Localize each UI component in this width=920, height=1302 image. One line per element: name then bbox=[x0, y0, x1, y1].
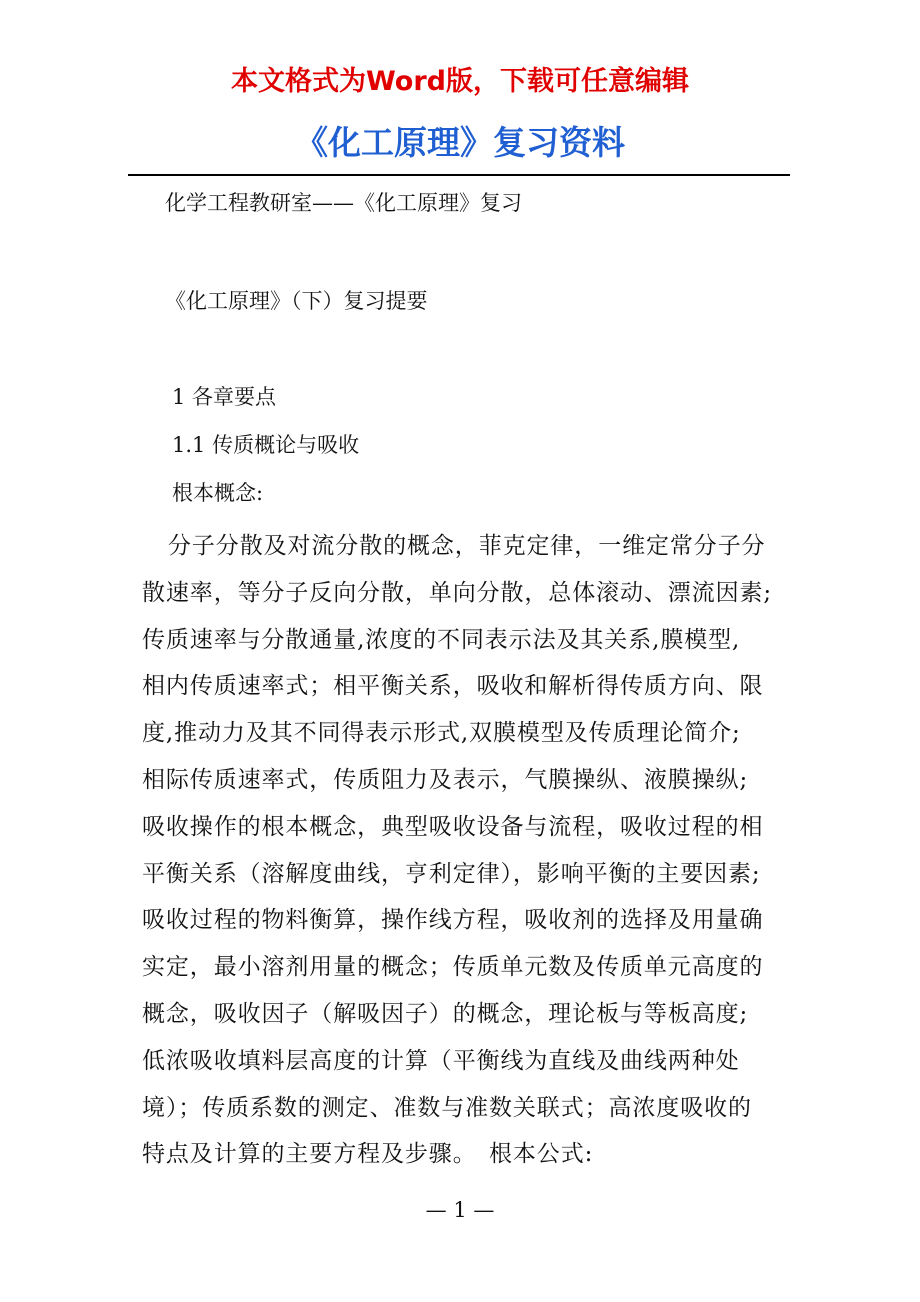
concepts-paragraph bbox=[142, 523, 784, 1178]
paragraph-line: 吸收过程的物料衡算，操作线方程，吸收剂的选择及用量确 bbox=[142, 907, 764, 934]
paragraph-line: 散速率，等分子反向分散，单向分散，总体滚动、漂流因素; bbox=[142, 579, 773, 606]
paragraph-line: 度,推动力及其不同得表示形式,双膜模型及传质理论简介; bbox=[142, 720, 741, 747]
paragraph-line: 相际传质速率式，传质阻力及表示，气膜操纵、液膜操纵; bbox=[142, 766, 749, 793]
paragraph-line: 平衡关系（溶解度曲线，亨利定律），影响平衡的主要因素; bbox=[142, 860, 761, 887]
concepts-label: 根本概念: bbox=[172, 481, 264, 505]
document-title: 《化工原理》复习资料 bbox=[295, 123, 625, 162]
paragraph-line: 吸收操作的根本概念，典型吸收设备与流程，吸收过程的相 bbox=[142, 813, 764, 840]
paragraph-line: 相内传质速率式；相平衡关系，吸收和解析得传质方向、限 bbox=[142, 673, 764, 700]
subsection-heading: 1.1 传质概论与吸收 bbox=[172, 433, 360, 457]
outline-title: 《化工原理》（下）复习提要 bbox=[165, 289, 428, 313]
paragraph-line: 低浓吸收填料层高度的计算（平衡线为直线及曲线两种处 bbox=[142, 1047, 740, 1074]
paragraph-line: 传质速率与分散通量,浓度的不同表示法及其关系,膜模型, bbox=[142, 626, 741, 653]
paragraph-line: 实定，最小溶剂用量的概念；传质单元数及传质单元高度的 bbox=[142, 954, 764, 981]
paragraph-line: 分子分散及对流分散的概念，菲克定律，一维定常分子分 bbox=[168, 533, 766, 559]
paragraph-line: 概念，吸收因子（解吸因子）的概念，理论板与等板高度; bbox=[142, 1000, 749, 1027]
download-banner: 本文格式为Word版，下载可任意编辑 bbox=[230, 66, 689, 97]
paragraph-line: 境）；传质系数的测定、准数与准数关联式；高浓度吸收的 bbox=[142, 1094, 752, 1121]
title-divider bbox=[128, 174, 790, 176]
page-number: — 1 — bbox=[425, 1198, 495, 1222]
section-heading: 1 各章要点 bbox=[172, 385, 277, 409]
department-subheader: 化学工程教研室——《化工原理》复习 bbox=[165, 191, 522, 215]
paragraph-line: 特点及计算的主要方程及步骤。 根本公式: bbox=[142, 1141, 594, 1168]
